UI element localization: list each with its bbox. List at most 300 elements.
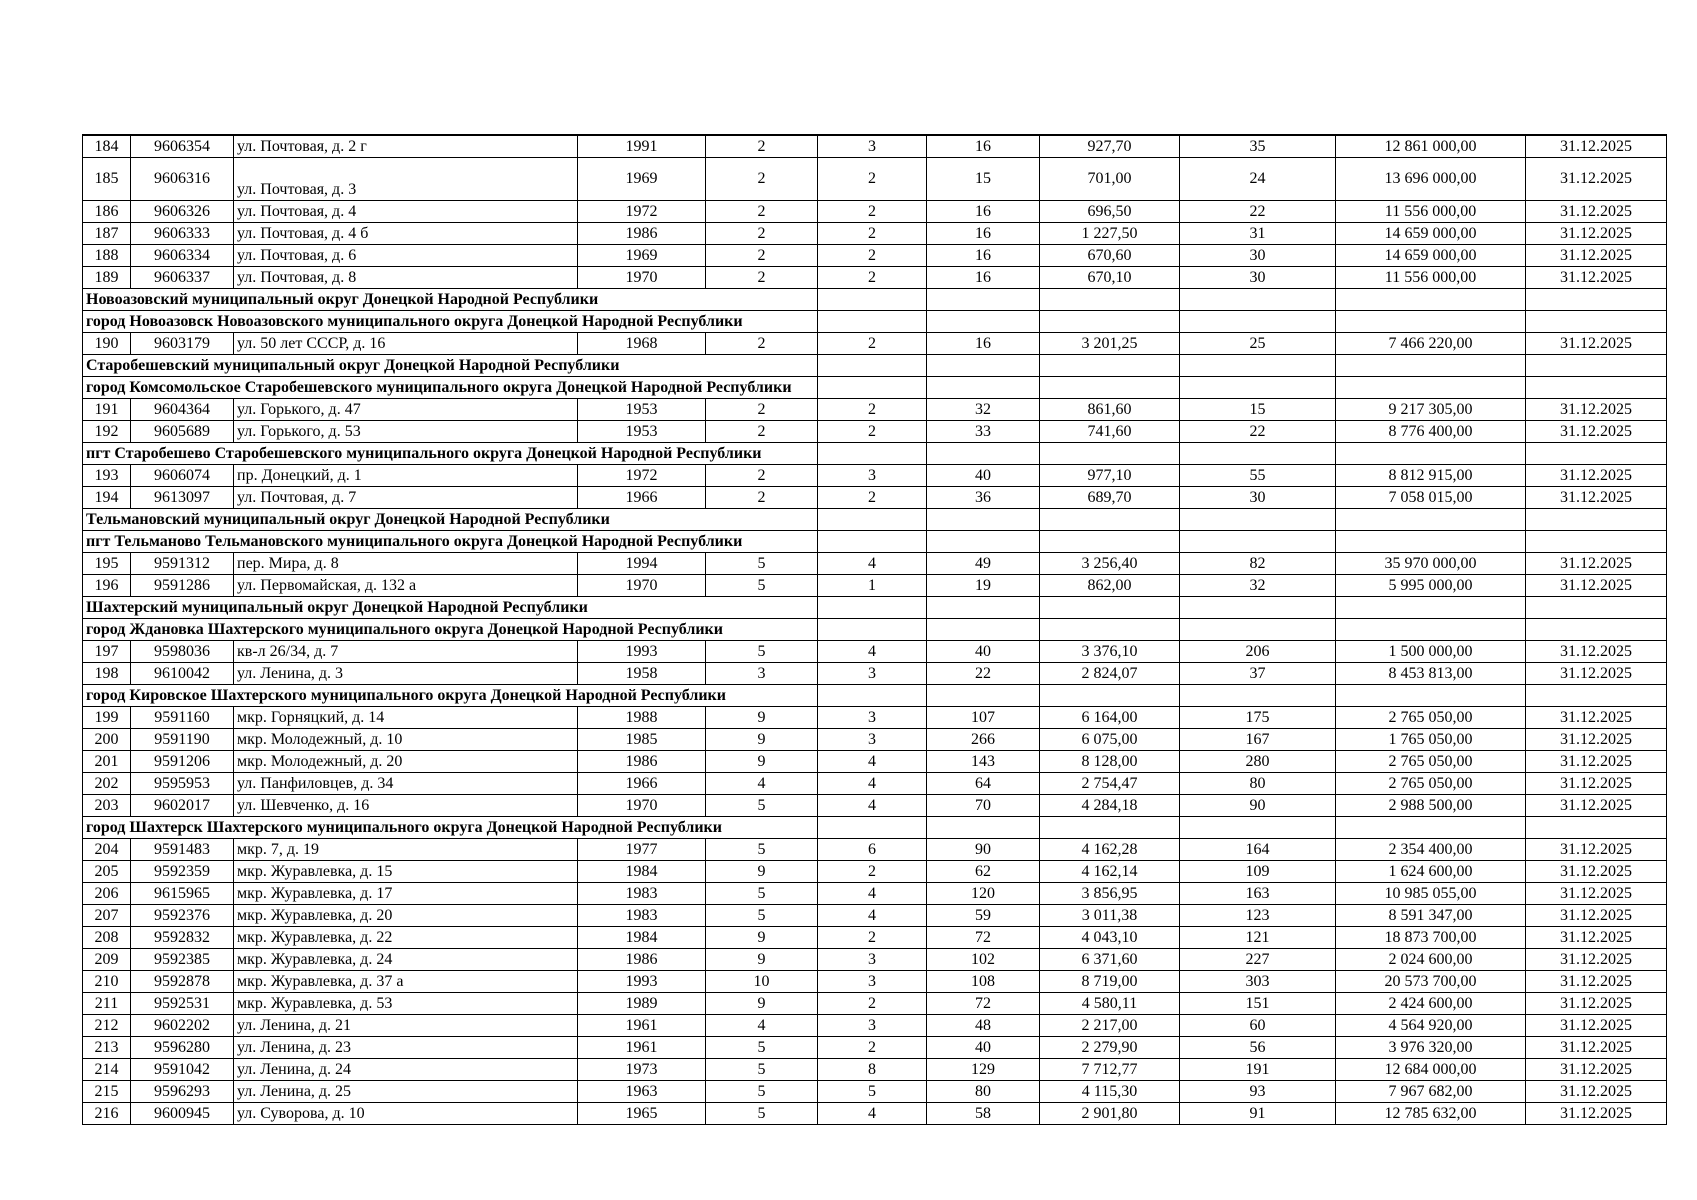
address-cell: ул. Ленина, д. 25: [234, 1081, 578, 1103]
building-id-cell: 9596293: [131, 1081, 234, 1103]
entrances-cell: 4: [818, 553, 927, 575]
address-cell: мкр. Журавлевка, д. 24: [234, 949, 578, 971]
empty-cell: [1180, 531, 1336, 553]
address-cell: мкр. Журавлевка, д. 53: [234, 993, 578, 1015]
cost-cell: 8 591 347,00: [1336, 905, 1526, 927]
floors-cell: 2: [706, 421, 818, 443]
empty-cell: [1040, 817, 1180, 839]
empty-cell: [1336, 817, 1526, 839]
empty-cell: [1526, 685, 1667, 707]
build-year-cell: 1973: [578, 1059, 706, 1081]
area-cell: 3 256,40: [1040, 553, 1180, 575]
building-id-cell: 9592878: [131, 971, 234, 993]
residents-cell: 91: [1180, 1103, 1336, 1125]
row-number-cell: 215: [83, 1081, 131, 1103]
deadline-cell: 31.12.2025: [1526, 971, 1667, 993]
row-number-cell: 194: [83, 487, 131, 509]
residents-cell: 90: [1180, 795, 1336, 817]
build-year-cell: 1983: [578, 905, 706, 927]
entrances-cell: 8: [818, 1059, 927, 1081]
group-header-row: [83, 355, 1667, 377]
empty-cell: [1526, 355, 1667, 377]
cost-cell: 2 024 600,00: [1336, 949, 1526, 971]
address-cell: ул. Ленина, д. 3: [234, 663, 578, 685]
building-id-cell: 9603179: [131, 333, 234, 355]
build-year-cell: 1961: [578, 1037, 706, 1059]
deadline-cell: 31.12.2025: [1526, 861, 1667, 883]
group-header-row: [83, 509, 1667, 531]
empty-cell: [1526, 531, 1667, 553]
area-cell: 3 011,38: [1040, 905, 1180, 927]
building-id-cell: 9591206: [131, 751, 234, 773]
entrances-cell: 4: [818, 883, 927, 905]
empty-cell: [927, 509, 1040, 531]
table-row: [83, 421, 1667, 443]
table-row: [83, 641, 1667, 663]
table-row: [83, 795, 1667, 817]
apartments-cell: 32: [927, 399, 1040, 421]
table-row: [83, 839, 1667, 861]
row-number-cell: 190: [83, 333, 131, 355]
build-year-cell: 1986: [578, 751, 706, 773]
address-cell: пр. Донецкий, д. 1: [234, 465, 578, 487]
cost-cell: 8 776 400,00: [1336, 421, 1526, 443]
build-year-cell: 1970: [578, 267, 706, 289]
building-id-cell: 9606326: [131, 201, 234, 223]
empty-cell: [1336, 509, 1526, 531]
address-cell: ул. Горького, д. 47: [234, 399, 578, 421]
empty-cell: [927, 619, 1040, 641]
deadline-cell: 31.12.2025: [1526, 729, 1667, 751]
address-cell: ул. Панфиловцев, д. 34: [234, 773, 578, 795]
row-number-cell: 195: [83, 553, 131, 575]
table-row: [83, 971, 1667, 993]
empty-cell: [1526, 311, 1667, 333]
area-cell: 2 754,47: [1040, 773, 1180, 795]
entrances-cell: 3: [818, 707, 927, 729]
entrances-cell: 2: [818, 201, 927, 223]
group-header-label: город Ждановка Шахтерского муниципального округа Донецкой Народной Республики: [83, 619, 818, 641]
empty-cell: [1040, 509, 1180, 531]
table-row: [83, 861, 1667, 883]
address-cell: ул. Почтовая, д. 2 г: [234, 135, 578, 158]
entrances-cell: 2: [818, 333, 927, 355]
apartments-cell: 143: [927, 751, 1040, 773]
address-cell: мкр. Горняцкий, д. 14: [234, 707, 578, 729]
row-number-cell: 214: [83, 1059, 131, 1081]
row-number-cell: 186: [83, 201, 131, 223]
floors-cell: 2: [706, 223, 818, 245]
housing-register-table: [82, 134, 1667, 1125]
entrances-cell: 2: [818, 421, 927, 443]
group-header-label: Новоазовский муниципальный округ Донецкой Народной Республики: [83, 289, 818, 311]
empty-cell: [818, 619, 927, 641]
area-cell: 4 580,11: [1040, 993, 1180, 1015]
area-cell: 2 901,80: [1040, 1103, 1180, 1125]
empty-cell: [1180, 355, 1336, 377]
area-cell: 977,10: [1040, 465, 1180, 487]
row-number-cell: 202: [83, 773, 131, 795]
group-header-row: [83, 531, 1667, 553]
residents-cell: 123: [1180, 905, 1336, 927]
apartments-cell: 22: [927, 663, 1040, 685]
empty-cell: [927, 311, 1040, 333]
residents-cell: 175: [1180, 707, 1336, 729]
deadline-cell: 31.12.2025: [1526, 949, 1667, 971]
empty-cell: [927, 355, 1040, 377]
row-number-cell: 205: [83, 861, 131, 883]
residents-cell: 280: [1180, 751, 1336, 773]
apartments-cell: 58: [927, 1103, 1040, 1125]
address-cell: мкр. Журавлевка, д. 15: [234, 861, 578, 883]
address-cell: ул. Первомайская, д. 132 а: [234, 575, 578, 597]
group-header-row: [83, 817, 1667, 839]
build-year-cell: 1968: [578, 333, 706, 355]
empty-cell: [818, 509, 927, 531]
residents-cell: 22: [1180, 421, 1336, 443]
empty-cell: [1336, 619, 1526, 641]
table-row: [83, 751, 1667, 773]
floors-cell: 2: [706, 333, 818, 355]
area-cell: 670,10: [1040, 267, 1180, 289]
group-header-label: город Новоазовск Новоазовского муниципального округа Донецкой Народной Республики: [83, 311, 818, 333]
row-number-cell: 188: [83, 245, 131, 267]
deadline-cell: 31.12.2025: [1526, 201, 1667, 223]
area-cell: 8 719,00: [1040, 971, 1180, 993]
empty-cell: [1040, 289, 1180, 311]
cost-cell: 8 453 813,00: [1336, 663, 1526, 685]
empty-cell: [1040, 685, 1180, 707]
row-number-cell: 204: [83, 839, 131, 861]
apartments-cell: 16: [927, 135, 1040, 158]
address-cell: мкр. Журавлевка, д. 17: [234, 883, 578, 905]
apartments-cell: 59: [927, 905, 1040, 927]
cost-cell: 1 500 000,00: [1336, 641, 1526, 663]
residents-cell: 163: [1180, 883, 1336, 905]
floors-cell: 4: [706, 773, 818, 795]
empty-cell: [1336, 597, 1526, 619]
empty-cell: [927, 443, 1040, 465]
deadline-cell: 31.12.2025: [1526, 773, 1667, 795]
build-year-cell: 1970: [578, 575, 706, 597]
table-row: [83, 1015, 1667, 1037]
apartments-cell: 80: [927, 1081, 1040, 1103]
residents-cell: 30: [1180, 487, 1336, 509]
residents-cell: 35: [1180, 135, 1336, 158]
cost-cell: 2 424 600,00: [1336, 993, 1526, 1015]
residents-cell: 32: [1180, 575, 1336, 597]
deadline-cell: 31.12.2025: [1526, 487, 1667, 509]
apartments-cell: 36: [927, 487, 1040, 509]
build-year-cell: 1969: [578, 158, 706, 201]
floors-cell: 2: [706, 267, 818, 289]
table-row: [83, 1081, 1667, 1103]
table-row: [83, 1037, 1667, 1059]
residents-cell: 167: [1180, 729, 1336, 751]
floors-cell: 2: [706, 135, 818, 158]
empty-cell: [1336, 531, 1526, 553]
building-id-cell: 9596280: [131, 1037, 234, 1059]
row-number-cell: 211: [83, 993, 131, 1015]
deadline-cell: 31.12.2025: [1526, 663, 1667, 685]
row-number-cell: 212: [83, 1015, 131, 1037]
apartments-cell: 48: [927, 1015, 1040, 1037]
apartments-cell: 120: [927, 883, 1040, 905]
deadline-cell: 31.12.2025: [1526, 135, 1667, 158]
empty-cell: [1336, 355, 1526, 377]
empty-cell: [1526, 443, 1667, 465]
building-id-cell: 9615965: [131, 883, 234, 905]
building-id-cell: 9591190: [131, 729, 234, 751]
entrances-cell: 4: [818, 751, 927, 773]
building-id-cell: 9605689: [131, 421, 234, 443]
row-number-cell: 216: [83, 1103, 131, 1125]
row-number-cell: 200: [83, 729, 131, 751]
building-id-cell: 9592832: [131, 927, 234, 949]
deadline-cell: 31.12.2025: [1526, 553, 1667, 575]
residents-cell: 151: [1180, 993, 1336, 1015]
apartments-cell: 16: [927, 245, 1040, 267]
row-number-cell: 210: [83, 971, 131, 993]
table-row: [83, 158, 1667, 201]
floors-cell: 2: [706, 158, 818, 201]
residents-cell: 37: [1180, 663, 1336, 685]
entrances-cell: 2: [818, 267, 927, 289]
residents-cell: 30: [1180, 245, 1336, 267]
cost-cell: 9 217 305,00: [1336, 399, 1526, 421]
entrances-cell: 2: [818, 861, 927, 883]
address-cell: ул. Горького, д. 53: [234, 421, 578, 443]
area-cell: 4 162,28: [1040, 839, 1180, 861]
cost-cell: 1 624 600,00: [1336, 861, 1526, 883]
deadline-cell: 31.12.2025: [1526, 575, 1667, 597]
entrances-cell: 2: [818, 399, 927, 421]
row-number-cell: 203: [83, 795, 131, 817]
row-number-cell: 187: [83, 223, 131, 245]
deadline-cell: 31.12.2025: [1526, 465, 1667, 487]
residents-cell: 303: [1180, 971, 1336, 993]
apartments-cell: 107: [927, 707, 1040, 729]
address-cell: мкр. 7, д. 19: [234, 839, 578, 861]
build-year-cell: 1984: [578, 861, 706, 883]
deadline-cell: 31.12.2025: [1526, 1059, 1667, 1081]
address-cell: мкр. Журавлевка, д. 20: [234, 905, 578, 927]
table-row: [83, 575, 1667, 597]
floors-cell: 9: [706, 949, 818, 971]
floors-cell: 5: [706, 883, 818, 905]
area-cell: 670,60: [1040, 245, 1180, 267]
cost-cell: 18 873 700,00: [1336, 927, 1526, 949]
floors-cell: 2: [706, 465, 818, 487]
empty-cell: [1526, 619, 1667, 641]
building-id-cell: 9591483: [131, 839, 234, 861]
entrances-cell: 5: [818, 1081, 927, 1103]
floors-cell: 5: [706, 1081, 818, 1103]
row-number-cell: 207: [83, 905, 131, 927]
floors-cell: 2: [706, 487, 818, 509]
row-number-cell: 208: [83, 927, 131, 949]
building-id-cell: 9595953: [131, 773, 234, 795]
group-header-row: [83, 685, 1667, 707]
floors-cell: 9: [706, 861, 818, 883]
group-header-row: [83, 377, 1667, 399]
entrances-cell: 2: [818, 245, 927, 267]
area-cell: 7 712,77: [1040, 1059, 1180, 1081]
apartments-cell: 40: [927, 1037, 1040, 1059]
empty-cell: [1180, 443, 1336, 465]
cost-cell: 2 988 500,00: [1336, 795, 1526, 817]
floors-cell: 2: [706, 399, 818, 421]
cost-cell: 12 861 000,00: [1336, 135, 1526, 158]
table-row: [83, 883, 1667, 905]
table-row: [83, 993, 1667, 1015]
area-cell: 689,70: [1040, 487, 1180, 509]
empty-cell: [1526, 509, 1667, 531]
residents-cell: 121: [1180, 927, 1336, 949]
row-number-cell: 201: [83, 751, 131, 773]
build-year-cell: 1969: [578, 245, 706, 267]
entrances-cell: 1: [818, 575, 927, 597]
floors-cell: 4: [706, 1015, 818, 1037]
group-header-label: Шахтерский муниципальный округ Донецкой Народной Республики: [83, 597, 818, 619]
entrances-cell: 2: [818, 993, 927, 1015]
cost-cell: 8 812 915,00: [1336, 465, 1526, 487]
entrances-cell: 4: [818, 641, 927, 663]
address-cell: мкр. Молодежный, д. 10: [234, 729, 578, 751]
building-id-cell: 9606334: [131, 245, 234, 267]
building-id-cell: 9606074: [131, 465, 234, 487]
entrances-cell: 4: [818, 905, 927, 927]
row-number-cell: 199: [83, 707, 131, 729]
area-cell: 4 043,10: [1040, 927, 1180, 949]
table-row: [83, 487, 1667, 509]
table-row: [83, 245, 1667, 267]
address-cell: ул. 50 лет СССР, д. 16: [234, 333, 578, 355]
build-year-cell: 1953: [578, 399, 706, 421]
deadline-cell: 31.12.2025: [1526, 883, 1667, 905]
group-header-label: Тельмановский муниципальный округ Донецкой Народной Республики: [83, 509, 818, 531]
cost-cell: 11 556 000,00: [1336, 267, 1526, 289]
empty-cell: [927, 597, 1040, 619]
table-row: [83, 201, 1667, 223]
deadline-cell: 31.12.2025: [1526, 223, 1667, 245]
floors-cell: 9: [706, 993, 818, 1015]
empty-cell: [1180, 289, 1336, 311]
apartments-cell: 16: [927, 267, 1040, 289]
cost-cell: 3 976 320,00: [1336, 1037, 1526, 1059]
build-year-cell: 1965: [578, 1103, 706, 1125]
build-year-cell: 1966: [578, 487, 706, 509]
area-cell: 6 075,00: [1040, 729, 1180, 751]
residents-cell: 56: [1180, 1037, 1336, 1059]
group-header-row: [83, 289, 1667, 311]
building-id-cell: 9606337: [131, 267, 234, 289]
build-year-cell: 1989: [578, 993, 706, 1015]
apartments-cell: 90: [927, 839, 1040, 861]
cost-cell: 7 058 015,00: [1336, 487, 1526, 509]
residents-cell: 164: [1180, 839, 1336, 861]
empty-cell: [1526, 289, 1667, 311]
row-number-cell: 213: [83, 1037, 131, 1059]
build-year-cell: 1993: [578, 971, 706, 993]
residents-cell: 25: [1180, 333, 1336, 355]
build-year-cell: 1984: [578, 927, 706, 949]
empty-cell: [1336, 377, 1526, 399]
build-year-cell: 1986: [578, 949, 706, 971]
floors-cell: 5: [706, 795, 818, 817]
build-year-cell: 1983: [578, 883, 706, 905]
table-row: [83, 1103, 1667, 1125]
floors-cell: 5: [706, 575, 818, 597]
table-row: [83, 333, 1667, 355]
building-id-cell: 9610042: [131, 663, 234, 685]
build-year-cell: 1953: [578, 421, 706, 443]
cost-cell: 4 564 920,00: [1336, 1015, 1526, 1037]
building-id-cell: 9592376: [131, 905, 234, 927]
address-cell: ул. Ленина, д. 21: [234, 1015, 578, 1037]
apartments-cell: 19: [927, 575, 1040, 597]
apartments-cell: 72: [927, 927, 1040, 949]
build-year-cell: 1993: [578, 641, 706, 663]
entrances-cell: 3: [818, 465, 927, 487]
group-header-label: город Комсомольское Старобешевского муниципального округа Донецкой Народной Республики: [83, 377, 818, 399]
building-id-cell: 9606354: [131, 135, 234, 158]
area-cell: 6 371,60: [1040, 949, 1180, 971]
empty-cell: [1040, 355, 1180, 377]
deadline-cell: 31.12.2025: [1526, 1037, 1667, 1059]
cost-cell: 1 765 050,00: [1336, 729, 1526, 751]
entrances-cell: 3: [818, 729, 927, 751]
build-year-cell: 1972: [578, 465, 706, 487]
cost-cell: 7 466 220,00: [1336, 333, 1526, 355]
area-cell: 6 164,00: [1040, 707, 1180, 729]
row-number-cell: 192: [83, 421, 131, 443]
apartments-cell: 70: [927, 795, 1040, 817]
cost-cell: 20 573 700,00: [1336, 971, 1526, 993]
residents-cell: 55: [1180, 465, 1336, 487]
residents-cell: 31: [1180, 223, 1336, 245]
empty-cell: [818, 355, 927, 377]
empty-cell: [1180, 619, 1336, 641]
cost-cell: 2 765 050,00: [1336, 773, 1526, 795]
deadline-cell: 31.12.2025: [1526, 641, 1667, 663]
address-cell: ул. Ленина, д. 23: [234, 1037, 578, 1059]
residents-cell: 93: [1180, 1081, 1336, 1103]
entrances-cell: 4: [818, 1103, 927, 1125]
group-header-row: [83, 311, 1667, 333]
address-cell: ул. Суворова, д. 10: [234, 1103, 578, 1125]
table-row: [83, 949, 1667, 971]
empty-cell: [1180, 377, 1336, 399]
group-header-row: [83, 597, 1667, 619]
empty-cell: [1040, 597, 1180, 619]
deadline-cell: 31.12.2025: [1526, 1081, 1667, 1103]
building-id-cell: 9613097: [131, 487, 234, 509]
apartments-cell: 15: [927, 158, 1040, 201]
area-cell: 2 217,00: [1040, 1015, 1180, 1037]
empty-cell: [818, 817, 927, 839]
floors-cell: 3: [706, 663, 818, 685]
empty-cell: [818, 443, 927, 465]
build-year-cell: 1994: [578, 553, 706, 575]
build-year-cell: 1986: [578, 223, 706, 245]
building-id-cell: 9600945: [131, 1103, 234, 1125]
empty-cell: [927, 289, 1040, 311]
area-cell: 4 115,30: [1040, 1081, 1180, 1103]
cost-cell: 5 995 000,00: [1336, 575, 1526, 597]
row-number-cell: 184: [83, 135, 131, 158]
row-number-cell: 206: [83, 883, 131, 905]
